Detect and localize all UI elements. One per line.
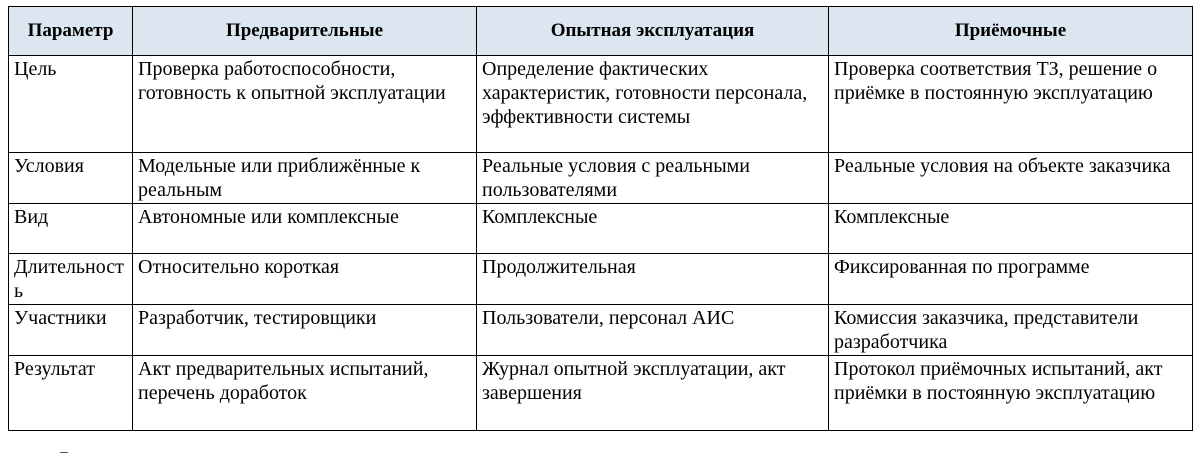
table-row (9, 305, 1193, 356)
pilot-cell: Реальные условия с реальными пользователями (477, 153, 829, 204)
param-cell: Длительность (9, 254, 133, 305)
pilot-cell: Пользователи, персонал АИС (477, 305, 829, 356)
header-row (9, 7, 1193, 56)
acceptance-cell: Реальные условия на объекте заказчика (829, 153, 1193, 204)
header-cell-acceptance: Приёмочные (829, 7, 1193, 56)
pilot-cell: Продолжительная (477, 254, 829, 305)
preliminary-cell: Относительно короткая (133, 254, 477, 305)
header-cell-preliminary: Предварительные (133, 7, 477, 56)
comparison-table (8, 6, 1193, 431)
pilot-cell: Комплексные (477, 204, 829, 254)
table-row (9, 254, 1193, 305)
table-row (9, 356, 1193, 431)
acceptance-cell: Комплексные (829, 204, 1193, 254)
preliminary-cell: Акт предварительных испытаний, перечень доработок (133, 356, 477, 431)
param-cell: Результат (9, 356, 133, 431)
acceptance-cell: Проверка соответствия ТЗ, решение о приёмке в постоянную эксплуатацию (829, 56, 1193, 153)
table-row (9, 56, 1193, 153)
table-row (9, 204, 1193, 254)
param-cell: Условия (9, 153, 133, 204)
table-row (9, 153, 1193, 204)
header-cell-parameter: Параметр (9, 7, 133, 56)
param-cell: Цель (9, 56, 133, 153)
pilot-cell: Журнал опытной эксплуатации, акт завершения (477, 356, 829, 431)
acceptance-cell: Протокол приёмочных испытаний, акт приёмки в постоянную эксплуатацию (829, 356, 1193, 431)
footnote-mark (60, 452, 68, 453)
acceptance-cell: Фиксированная по программе (829, 254, 1193, 305)
param-cell: Участники (9, 305, 133, 356)
acceptance-cell: Комиссия заказчика, представители разработчика (829, 305, 1193, 356)
preliminary-cell: Автономные или комплексные (133, 204, 477, 254)
preliminary-cell: Модельные или приближённые к реальным (133, 153, 477, 204)
param-cell: Вид (9, 204, 133, 254)
pilot-cell: Определение фактических характеристик, готовности персонала, эффективности системы (477, 56, 829, 153)
preliminary-cell: Разработчик, тестировщики (133, 305, 477, 356)
preliminary-cell: Проверка работоспособности, готовность к опытной эксплуатации (133, 56, 477, 153)
header-cell-pilot-operation: Опытная эксплуатация (477, 7, 829, 56)
